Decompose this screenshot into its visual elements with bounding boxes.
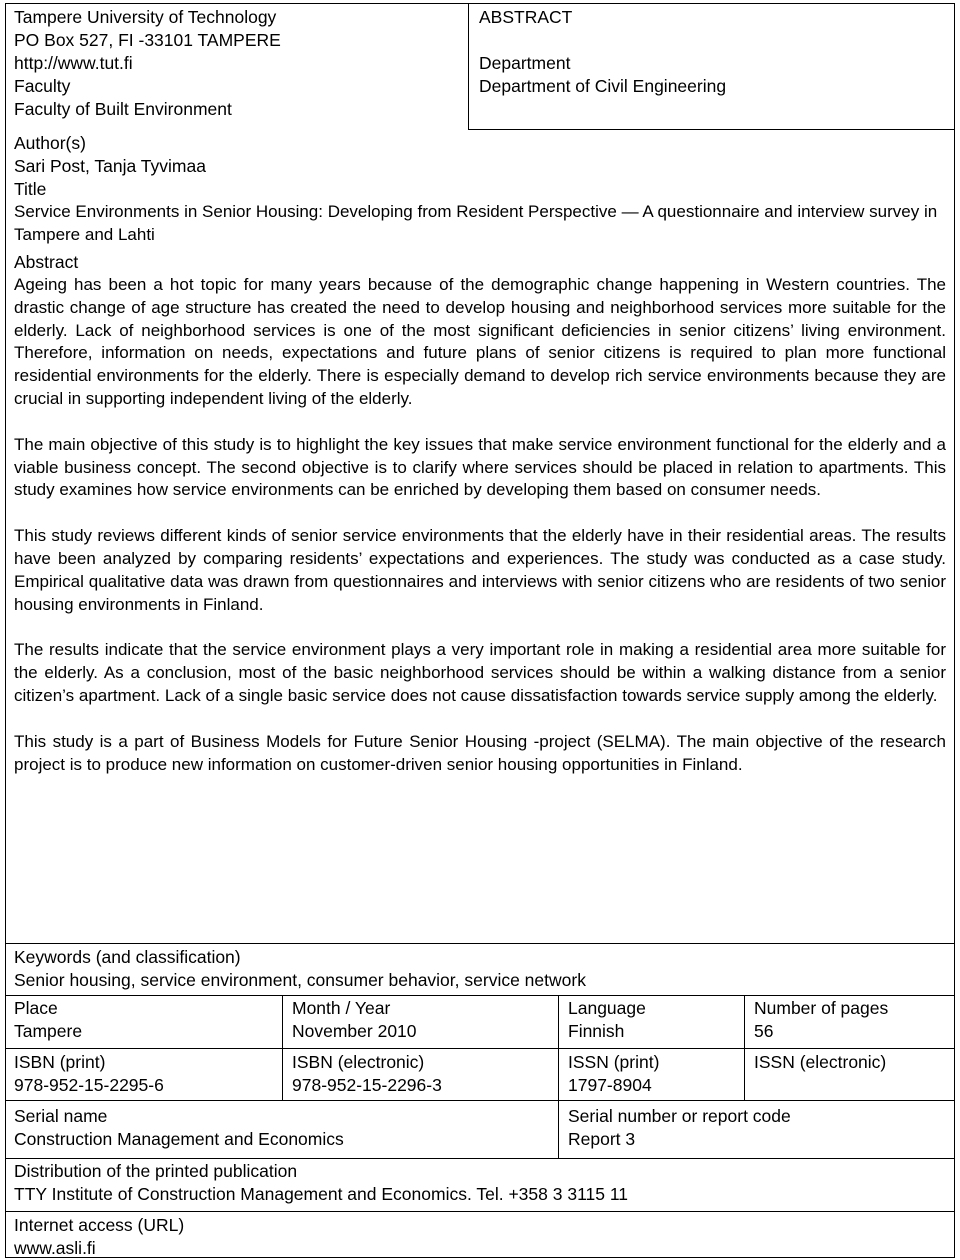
authors-label: Author(s) [14, 133, 86, 153]
distribution-label: Distribution of the printed publication [14, 1161, 298, 1181]
serial-name-value: Construction Management and Economics [14, 1129, 344, 1149]
issn-print-label: ISSN (print) [568, 1052, 660, 1072]
date-label: Month / Year [292, 998, 391, 1018]
abstract-paragraph: The main objective of this study is to highlight the key issues that make service environment functional for the elderly and a viable business concept. The second objective is to clarify where services should be placed in relation to apartments. This study examines how service environments can be enriched by developing them based on consumer needs. [14, 434, 946, 500]
abstract-paragraph: Ageing has been a hot topic for many years because of the demographic change happening in Western countries. The drastic change of age structure has created the need to develop housing and neighborhood services more suitable for the elderly. Lack of neighborhood services is one of the most significant deficiencies in senior citizens’ living environment. Therefore, information on needs, expectations and future plans of senior citizens is required to plan more functional residential environments for the elderly. There is especially demand to develop rich service environments because they are crucial in supporting independent living of the elderly. [14, 275, 946, 408]
abstract-paragraph: This study reviews different kinds of senior service environments that the elderly have in their residential areas. The results have been analyzed by comparing residents’ expectations and experiences. The study was conducted as a case study. Empirical qualitative data was drawn from questionnaires and interviews with senior citizens who are residents of two senior housing environments in Finland. [14, 526, 946, 614]
authors-value: Sari Post, Tanja Tyvimaa [14, 156, 206, 176]
pages-label: Number of pages [754, 998, 889, 1018]
isbn-electronic-value: 978-952-15-2296-3 [292, 1075, 442, 1095]
serial-name-label: Serial name [14, 1106, 108, 1126]
issn-print-cell [558, 1048, 744, 1100]
serial-number-label: Serial number or report code [568, 1106, 791, 1126]
isbn-electronic-label: ISBN (electronic) [292, 1052, 425, 1072]
institution-name: Tampere University of Technology [14, 7, 277, 27]
internet-label: Internet access (URL) [14, 1215, 185, 1235]
isbn-print-cell [6, 1048, 282, 1100]
faculty-value: Faculty of Built Environment [14, 99, 232, 119]
institution-url: http://www.tut.fi [14, 53, 133, 73]
abstract-paragraph: The results indicate that the service environment plays a very important role in making a residential area more suitable for the elderly. As a conclusion, most of the basic neighborhood services should be within a walking distance from a senior citizen’s apartment. Lack of a single basic service does not cause dissatisfaction towards service supply among the elderly. [14, 640, 946, 705]
title-value: Service Environments in Senior Housing: Developing from Resident Perspective — A questionnaire and interview survey in Tampere and Lahti [14, 202, 938, 244]
internet-url[interactable]: www.asli.fi [14, 1238, 96, 1258]
faculty-label: Faculty [14, 76, 71, 96]
department-label: Department [479, 53, 571, 73]
section-title: ABSTRACT [479, 7, 573, 27]
institution-address: PO Box 527, FI -33101 TAMPERE [14, 30, 281, 50]
department-box [468, 4, 954, 130]
title-block [14, 178, 946, 247]
title-label: Title [14, 179, 47, 199]
issn-electronic-cell [744, 1048, 954, 1100]
serial-number-value: Report 3 [568, 1129, 636, 1149]
language-value: Finnish [568, 1021, 625, 1041]
abstract-paragraph: This study is a part of Business Models for Future Senior Housing -project (SELMA). The main objective of the research project is to produce new information on customer-driven senior housing opportunities in Finland. [14, 731, 946, 774]
keywords-label: Keywords (and classification) [14, 947, 241, 967]
internet-cell [6, 1211, 954, 1257]
isbn-electronic-cell [282, 1048, 558, 1100]
place-label: Place [14, 998, 58, 1018]
date-cell [282, 995, 558, 1048]
issn-electronic-label: ISSN (electronic) [754, 1052, 887, 1072]
serial-number-cell [558, 1100, 954, 1158]
pages-cell [744, 995, 954, 1048]
authors-block [14, 132, 934, 178]
distribution-value: TTY Institute of Construction Management and Economics. Tel. +358 3 3115 11 [14, 1184, 628, 1204]
keywords-box [6, 943, 954, 995]
isbn-print-label: ISBN (print) [14, 1052, 106, 1072]
institution-block [14, 6, 474, 121]
place-cell [6, 995, 282, 1048]
distribution-cell [6, 1158, 954, 1211]
abstract-label: Abstract [14, 252, 79, 272]
serial-name-cell [6, 1100, 558, 1158]
date-value: November 2010 [292, 1021, 417, 1041]
pages-value: 56 [754, 1021, 774, 1041]
language-label: Language [568, 998, 646, 1018]
department-value: Department of Civil Engineering [479, 76, 727, 96]
abstract-form [5, 3, 955, 1258]
isbn-print-value: 978-952-15-2295-6 [14, 1075, 164, 1095]
place-value: Tampere [14, 1021, 83, 1041]
issn-print-value: 1797-8904 [568, 1075, 652, 1095]
keywords-value: Senior housing, service environment, consumer behavior, service network [14, 970, 586, 990]
abstract-block [14, 251, 946, 776]
language-cell [558, 995, 744, 1048]
